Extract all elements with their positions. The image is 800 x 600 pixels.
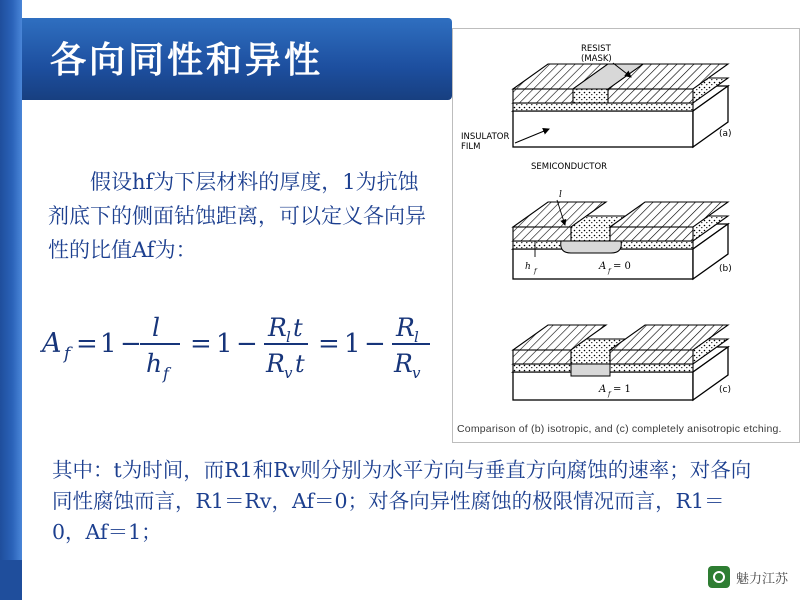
label-film: FILM xyxy=(461,142,481,152)
svg-text:l: l xyxy=(152,313,160,342)
label-insulator: INSULATOR xyxy=(461,132,510,142)
figure-label-b: (b) xyxy=(719,264,732,274)
figure-caption: Comparison of (b) isotropic, and (c) completely anisotropic etching. xyxy=(457,423,782,436)
bottom-left-accent xyxy=(0,560,22,600)
svg-text:v: v xyxy=(284,364,293,382)
etching-comparison-diagram xyxy=(453,29,799,429)
svg-text:l: l xyxy=(414,328,419,346)
svg-text:t: t xyxy=(293,314,303,342)
label-af-b-val: = 0 xyxy=(613,261,631,272)
label-mask: (MASK) xyxy=(581,54,612,64)
label-hf-sub: f xyxy=(534,267,537,275)
svg-text:v: v xyxy=(412,364,421,382)
svg-text:=: = xyxy=(190,329,212,359)
label-af-b-sub: f xyxy=(608,267,611,275)
paragraph-bottom: 其中：t为时间，而R1和Rv则分别为水平方向与垂直方向腐蚀的速率；对各向同性腐蚀而言，R1＝Rv，Af＝0；对各向异性腐蚀的极限情况而言，R1＝0，Af＝1； xyxy=(52,458,752,544)
svg-text:R: R xyxy=(394,349,413,378)
svg-text:t: t xyxy=(295,350,305,378)
svg-text:R: R xyxy=(396,313,415,342)
svg-text:1: 1 xyxy=(216,329,233,359)
svg-text:A: A xyxy=(42,328,62,359)
formula-block xyxy=(40,300,450,390)
svg-text:=: = xyxy=(318,329,340,359)
circle-logo-icon xyxy=(708,566,730,588)
label-semiconductor: SEMICONDUCTOR xyxy=(531,162,608,172)
label-af-c-sub: f xyxy=(608,390,611,398)
figure-panel xyxy=(452,28,800,443)
svg-text:1: 1 xyxy=(100,329,117,359)
svg-text:−: − xyxy=(364,329,386,359)
svg-text:R: R xyxy=(266,349,285,378)
svg-text:1: 1 xyxy=(344,329,361,359)
page-title: 各向同性和异性 xyxy=(50,40,324,81)
paragraph-top: 假设hf为下层材料的厚度，1为抗蚀剂底下的侧面钻蚀距离，可以定义各向异性的比值Af为： xyxy=(48,170,426,262)
svg-text:f: f xyxy=(163,364,169,383)
svg-text:=: = xyxy=(76,329,98,359)
label-af-c: A xyxy=(599,384,607,395)
title-banner xyxy=(22,18,452,100)
svg-text:−: − xyxy=(120,329,142,359)
svg-text:R: R xyxy=(268,313,287,342)
svg-text:−: − xyxy=(236,329,258,359)
watermark xyxy=(708,566,788,588)
label-hf: h xyxy=(525,262,531,272)
figure-label-c: (c) xyxy=(719,385,731,395)
formula-svg xyxy=(40,300,450,392)
svg-text:f: f xyxy=(64,344,71,364)
svg-text:l: l xyxy=(286,328,291,346)
label-af-c-val: = 1 xyxy=(613,384,631,395)
svg-text:h: h xyxy=(146,349,163,378)
figure-label-a: (a) xyxy=(719,129,732,139)
label-af-b: A xyxy=(599,261,607,272)
label-resist: RESIST xyxy=(581,44,611,54)
left-accent-bar xyxy=(0,0,22,600)
label-l-b: l xyxy=(559,190,562,200)
watermark-text: 魅力江苏 xyxy=(735,571,788,587)
